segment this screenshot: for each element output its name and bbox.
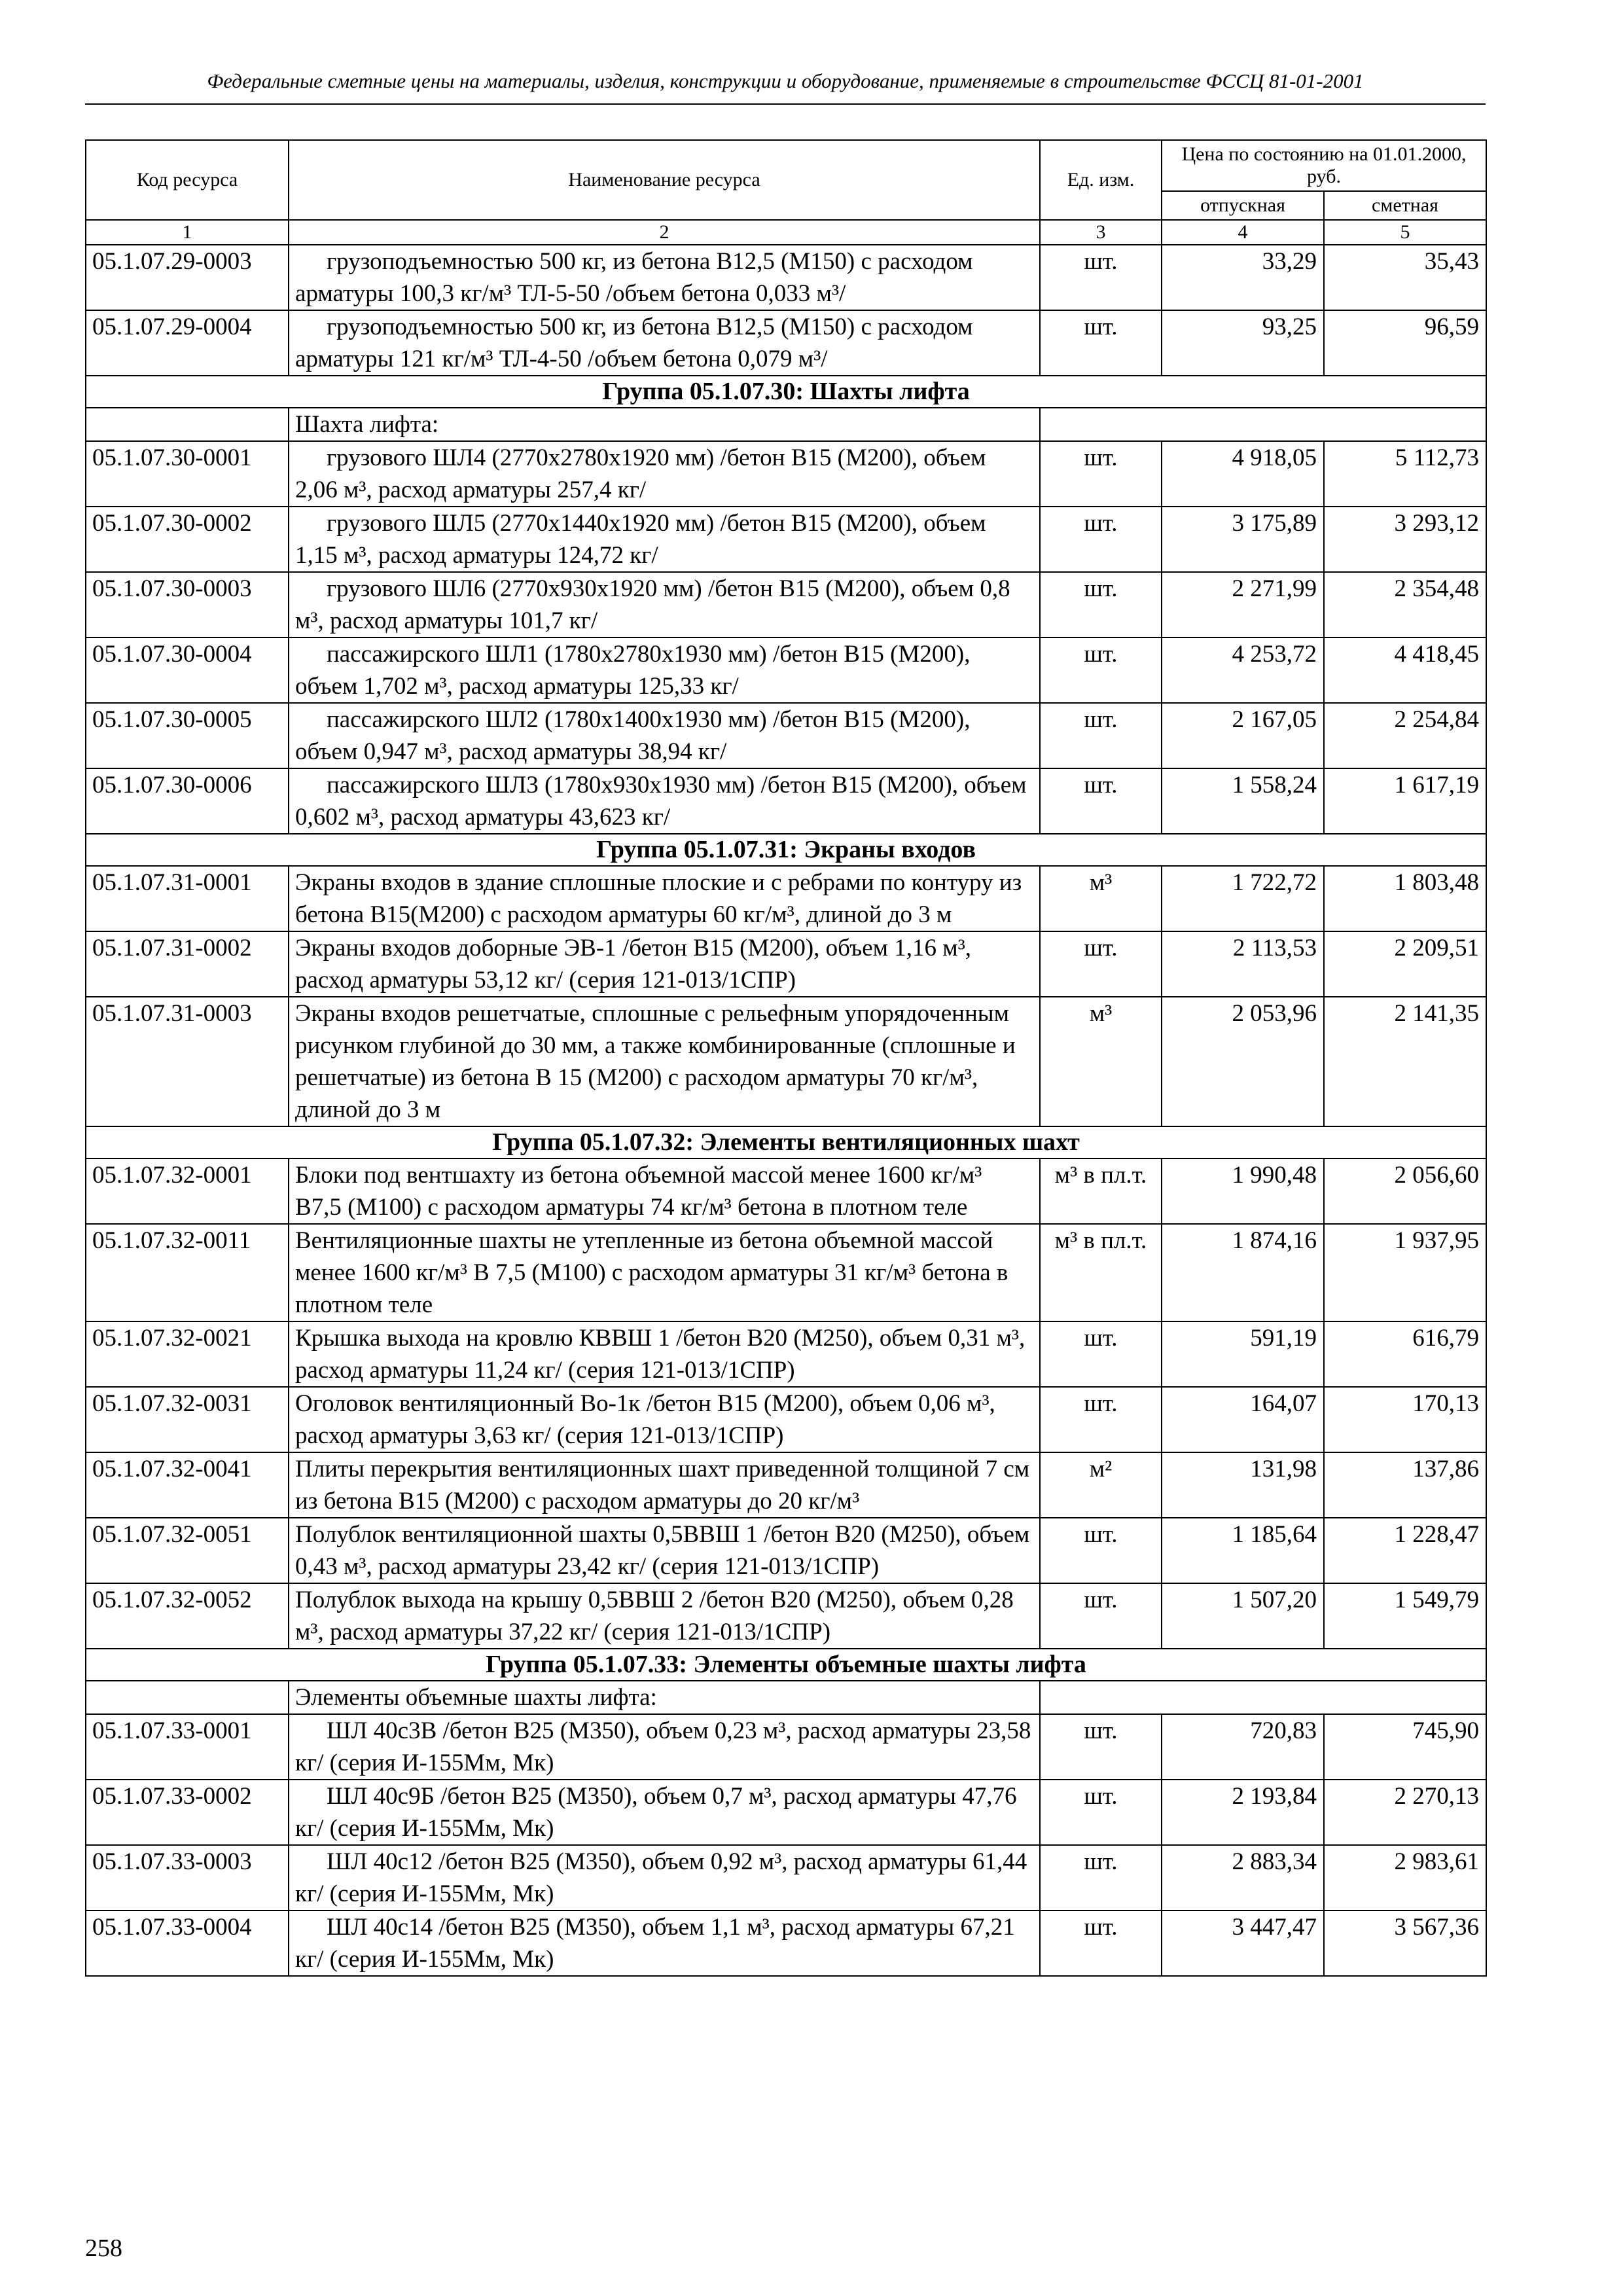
unit-of-measure: м³ (1040, 866, 1162, 931)
release-price: 1 874,16 (1162, 1224, 1324, 1321)
resource-code: 05.1.07.29-0004 (86, 310, 289, 376)
release-price: 131,98 (1162, 1452, 1324, 1518)
estimate-price: 170,13 (1324, 1387, 1486, 1452)
resource-name-cell (289, 1583, 1040, 1649)
resource-name-cell (289, 1845, 1040, 1910)
resource-name: грузового ШЛ4 (2770x2780x1920 мм) /бетон В15 (М200), объем 2,06 м³, расход арматуры 257,4 кг/ (295, 444, 986, 503)
estimate-price: 2 270,13 (1324, 1780, 1486, 1845)
resource-name: Плиты перекрытия вентиляционных шахт приведенной толщиной 7 см из бетона В15 (М200) с расходом арматуры до 20 кг/м³ (295, 1456, 1030, 1515)
resource-name: Полублок вентиляционной шахты 0,5ВВШ 1 /бетон В20 (М250), объем 0,43 м³, расход арматуры 23,42 кг/ (серия 121-013/1СПР) (295, 1521, 1030, 1580)
unit-of-measure: шт. (1040, 703, 1162, 768)
release-price: 33,29 (1162, 245, 1324, 310)
table-row (86, 572, 1486, 637)
resource-name-cell (289, 1910, 1040, 1976)
resource-name: пассажирского ШЛ3 (1780x930x1930 мм) /бетон В15 (М200), объем 0,602 м³, расход арматуры 43,623 кг/ (295, 772, 1027, 831)
release-price: 1 722,72 (1162, 866, 1324, 931)
column-header-price: Цена по состоянию на 01.01.2000, руб. (1162, 140, 1486, 191)
group-header-row (86, 376, 1486, 408)
column-header-release-price: отпускная (1162, 191, 1324, 220)
table-row (86, 866, 1486, 931)
release-price: 720,83 (1162, 1714, 1324, 1780)
release-price: 2 271,99 (1162, 572, 1324, 637)
table-row (86, 507, 1486, 572)
resource-name-cell (289, 866, 1040, 931)
resource-code: 05.1.07.30-0006 (86, 768, 289, 834)
table-row (86, 931, 1486, 997)
estimate-price: 1 228,47 (1324, 1518, 1486, 1583)
resource-name-cell (289, 572, 1040, 637)
table-row (86, 1518, 1486, 1583)
release-price: 1 507,20 (1162, 1583, 1324, 1649)
unit-of-measure: шт. (1040, 1714, 1162, 1780)
resource-code: 05.1.07.30-0004 (86, 637, 289, 703)
release-price: 1 185,64 (1162, 1518, 1324, 1583)
estimate-price: 1 617,19 (1324, 768, 1486, 834)
resource-name: ШЛ 40с12 /бетон В25 (М350), объем 0,92 м³, расход арматуры 61,44 кг/ (серия И-155Мм, Мк) (295, 1848, 1027, 1907)
resource-name-cell (289, 637, 1040, 703)
estimate-price: 2 983,61 (1324, 1845, 1486, 1910)
subheader-label: Элементы объемные шахты лифта: (289, 1681, 1040, 1714)
column-header-estimate-price: сметная (1324, 191, 1486, 220)
estimate-price: 1 937,95 (1324, 1224, 1486, 1321)
header-rule (85, 103, 1486, 105)
resource-name: пассажирского ШЛ1 (1780x2780x1930 мм) /бетон В15 (М200), объем 1,702 м³, расход арматуры 125,33 кг/ (295, 641, 971, 700)
resource-code: 05.1.07.31-0001 (86, 866, 289, 931)
unit-of-measure: шт. (1040, 245, 1162, 310)
running-header: Федеральные сметные цены на материалы, изделия, конструкции и оборудование, применяемые в строительстве ФССЦ 81-01-2001 (207, 69, 1364, 92)
subheader-row (86, 408, 1486, 441)
unit-of-measure: м³ в пл.т. (1040, 1224, 1162, 1321)
release-price: 591,19 (1162, 1321, 1324, 1387)
resource-name: Экраны входов решетчатые, сплошные с рельефным упорядоченным рисунком глубиной до 30 мм, а также комбинированные (сплошные и решетчатые) из бетона В 15 (М200) с расходом арматуры 70 кг/м³, длиной до 3 м (295, 1000, 1016, 1123)
resource-name: Крышка выхода на кровлю КВВШ 1 /бетон В20 (М250), объем 0,31 м³, расход арматуры 11,24 кг/ (серия 121-013/1СПР) (295, 1325, 1026, 1384)
table-row (86, 1158, 1486, 1224)
resource-name-cell (289, 1224, 1040, 1321)
unit-of-measure: шт. (1040, 507, 1162, 572)
estimate-price: 4 418,45 (1324, 637, 1486, 703)
resource-name-cell (289, 931, 1040, 997)
resource-name: ШЛ 40с9Б /бетон В25 (М350), объем 0,7 м³, расход арматуры 47,76 кг/ (серия И-155Мм, Мк) (295, 1783, 1017, 1842)
unit-of-measure: шт. (1040, 1780, 1162, 1845)
resource-name-cell (289, 703, 1040, 768)
resource-name: грузоподъемностью 500 кг, из бетона В12,5 (М150) с расходом арматуры 100,3 кг/м³ ТЛ-5-50 /объем бетона 0,033 м³/ (295, 248, 973, 307)
release-price: 93,25 (1162, 310, 1324, 376)
table-body (86, 245, 1486, 1976)
resource-code: 05.1.07.33-0002 (86, 1780, 289, 1845)
resource-name: Экраны входов в здание сплошные плоские и с ребрами по контуру из бетона В15(М200) с расходом арматуры 60 кг/м³, длиной до 3 м (295, 869, 1022, 928)
table-row (86, 1583, 1486, 1649)
table-row (86, 1845, 1486, 1910)
resource-name: грузового ШЛ5 (2770x1440x1920 мм) /бетон В15 (М200), объем 1,15 м³, расход арматуры 124,72 кг/ (295, 510, 986, 569)
resource-code: 05.1.07.32-0001 (86, 1158, 289, 1224)
resource-name-cell (289, 245, 1040, 310)
resource-name-cell (289, 1714, 1040, 1780)
resource-name: грузоподъемностью 500 кг, из бетона В12,5 (М150) с расходом арматуры 121 кг/м³ ТЛ-4-50 /объем бетона 0,079 м³/ (295, 314, 973, 372)
resource-name: Блоки под вентшахту из бетона объемной массой менее 1600 кг/м³ В7,5 (М100) с расходом арматуры 74 кг/м³ бетона в плотном теле (295, 1162, 982, 1221)
column-number: 5 (1324, 220, 1486, 245)
estimate-price: 35,43 (1324, 245, 1486, 310)
group-title: Группа 05.1.07.30: Шахты лифта (86, 376, 1486, 408)
table-row (86, 1321, 1486, 1387)
resource-name: грузового ШЛ6 (2770x930x1920 мм) /бетон В15 (М200), объем 0,8 м³, расход арматуры 101,7 кг/ (295, 575, 1010, 634)
column-header-name: Наименование ресурса (289, 140, 1040, 220)
estimate-price: 2 209,51 (1324, 931, 1486, 997)
resource-name: Вентиляционные шахты не утепленные из бетона объемной массой менее 1600 кг/м³ В 7,5 (М100) с расходом арматуры 31 кг/м³ бетона в плотном теле (295, 1227, 1008, 1318)
resource-code: 05.1.07.32-0031 (86, 1387, 289, 1452)
table-row (86, 1452, 1486, 1518)
table-row (86, 1910, 1486, 1976)
estimate-price: 2 354,48 (1324, 572, 1486, 637)
table-row (86, 768, 1486, 834)
resource-code: 05.1.07.30-0003 (86, 572, 289, 637)
empty-cell (1040, 408, 1486, 441)
resource-code: 05.1.07.31-0003 (86, 997, 289, 1126)
resource-name-cell (289, 507, 1040, 572)
resource-name: ШЛ 40с3В /бетон В25 (М350), объем 0,23 м³, расход арматуры 23,58 кг/ (серия И-155Мм, Мк) (295, 1717, 1031, 1776)
empty-cell (86, 408, 289, 441)
release-price: 2 193,84 (1162, 1780, 1324, 1845)
release-price: 3 175,89 (1162, 507, 1324, 572)
subheader-label: Шахта лифта: (289, 408, 1040, 441)
estimate-price: 3 567,36 (1324, 1910, 1486, 1976)
release-price: 4 918,05 (1162, 441, 1324, 507)
resource-code: 05.1.07.33-0001 (86, 1714, 289, 1780)
price-table (85, 139, 1487, 1977)
column-number: 3 (1040, 220, 1162, 245)
estimate-price: 616,79 (1324, 1321, 1486, 1387)
subheader-row (86, 1681, 1486, 1714)
group-header-row (86, 1126, 1486, 1158)
resource-code: 05.1.07.29-0003 (86, 245, 289, 310)
release-price: 2 113,53 (1162, 931, 1324, 997)
table-row (86, 997, 1486, 1126)
resource-code: 05.1.07.32-0051 (86, 1518, 289, 1583)
unit-of-measure: шт. (1040, 1387, 1162, 1452)
resource-name-cell (289, 1158, 1040, 1224)
table-row (86, 703, 1486, 768)
column-number: 4 (1162, 220, 1324, 245)
column-number: 1 (86, 220, 289, 245)
resource-name: Оголовок вентиляционный Во-1к /бетон В15 (М200), объем 0,06 м³, расход арматуры 3,63 кг/ (серия 121-013/1СПР) (295, 1390, 995, 1449)
resource-code: 05.1.07.32-0011 (86, 1224, 289, 1321)
table-row (86, 1780, 1486, 1845)
resource-name-cell (289, 1387, 1040, 1452)
unit-of-measure: шт. (1040, 441, 1162, 507)
resource-name-cell (289, 1321, 1040, 1387)
empty-cell (1040, 1681, 1486, 1714)
resource-code: 05.1.07.31-0002 (86, 931, 289, 997)
resource-name-cell (289, 997, 1040, 1126)
group-header-row (86, 1649, 1486, 1681)
column-numbers-row (86, 220, 1486, 245)
release-price: 1 990,48 (1162, 1158, 1324, 1224)
unit-of-measure: шт. (1040, 1910, 1162, 1976)
unit-of-measure: шт. (1040, 1518, 1162, 1583)
release-price: 2 167,05 (1162, 703, 1324, 768)
release-price: 1 558,24 (1162, 768, 1324, 834)
release-price: 2 883,34 (1162, 1845, 1324, 1910)
estimate-price: 1 803,48 (1324, 866, 1486, 931)
table-row (86, 310, 1486, 376)
resource-code: 05.1.07.33-0003 (86, 1845, 289, 1910)
unit-of-measure: шт. (1040, 572, 1162, 637)
resource-name-cell (289, 441, 1040, 507)
estimate-price: 1 549,79 (1324, 1583, 1486, 1649)
estimate-price: 2 141,35 (1324, 997, 1486, 1126)
resource-name-cell (289, 1518, 1040, 1583)
resource-code: 05.1.07.32-0052 (86, 1583, 289, 1649)
unit-of-measure: шт. (1040, 931, 1162, 997)
table-row (86, 637, 1486, 703)
estimate-price: 5 112,73 (1324, 441, 1486, 507)
resource-code: 05.1.07.30-0002 (86, 507, 289, 572)
resource-name-cell (289, 1780, 1040, 1845)
table-row (86, 1224, 1486, 1321)
unit-of-measure: шт. (1040, 768, 1162, 834)
unit-of-measure: шт. (1040, 1845, 1162, 1910)
release-price: 4 253,72 (1162, 637, 1324, 703)
resource-code: 05.1.07.30-0001 (86, 441, 289, 507)
table-row (86, 245, 1486, 310)
unit-of-measure: шт. (1040, 637, 1162, 703)
estimate-price: 137,86 (1324, 1452, 1486, 1518)
resource-code: 05.1.07.30-0005 (86, 703, 289, 768)
release-price: 3 447,47 (1162, 1910, 1324, 1976)
estimate-price: 3 293,12 (1324, 507, 1486, 572)
resource-code: 05.1.07.32-0041 (86, 1452, 289, 1518)
resource-code: 05.1.07.33-0004 (86, 1910, 289, 1976)
estimate-price: 96,59 (1324, 310, 1486, 376)
resource-name: Полублок выхода на крышу 0,5ВВШ 2 /бетон В20 (М250), объем 0,28 м³, расход арматуры 37,22 кг/ (серия 121-013/1СПР) (295, 1587, 1014, 1645)
page-number: 258 (85, 2234, 122, 2262)
unit-of-measure: м² (1040, 1452, 1162, 1518)
estimate-price: 2 254,84 (1324, 703, 1486, 768)
unit-of-measure: м³ в пл.т. (1040, 1158, 1162, 1224)
unit-of-measure: шт. (1040, 310, 1162, 376)
group-title: Группа 05.1.07.31: Экраны входов (86, 834, 1486, 866)
resource-code: 05.1.07.32-0021 (86, 1321, 289, 1387)
resource-name-cell (289, 768, 1040, 834)
table-row (86, 1387, 1486, 1452)
resource-name-cell (289, 1452, 1040, 1518)
table-row (86, 1714, 1486, 1780)
table-row (86, 441, 1486, 507)
group-title: Группа 05.1.07.33: Элементы объемные шахты лифта (86, 1649, 1486, 1681)
unit-of-measure: шт. (1040, 1583, 1162, 1649)
estimate-price: 745,90 (1324, 1714, 1486, 1780)
column-number: 2 (289, 220, 1040, 245)
resource-name-cell (289, 310, 1040, 376)
release-price: 164,07 (1162, 1387, 1324, 1452)
release-price: 2 053,96 (1162, 997, 1324, 1126)
estimate-price: 2 056,60 (1324, 1158, 1486, 1224)
empty-cell (86, 1681, 289, 1714)
resource-name: пассажирского ШЛ2 (1780x1400x1930 мм) /бетон В15 (М200), объем 0,947 м³, расход арматуры 38,94 кг/ (295, 706, 971, 765)
group-header-row (86, 834, 1486, 866)
resource-name: Экраны входов доборные ЭВ-1 /бетон В15 (М200), объем 1,16 м³, расход арматуры 53,12 кг/ (серия 121-013/1СПР) (295, 935, 972, 994)
unit-of-measure: м³ (1040, 997, 1162, 1126)
unit-of-measure: шт. (1040, 1321, 1162, 1387)
group-title: Группа 05.1.07.32: Элементы вентиляционных шахт (86, 1126, 1486, 1158)
column-header-unit: Ед. изм. (1040, 140, 1162, 220)
resource-name: ШЛ 40с14 /бетон В25 (М350), объем 1,1 м³, расход арматуры 67,21 кг/ (серия И-155Мм, Мк) (295, 1914, 1015, 1973)
column-header-code: Код ресурса (86, 140, 289, 220)
